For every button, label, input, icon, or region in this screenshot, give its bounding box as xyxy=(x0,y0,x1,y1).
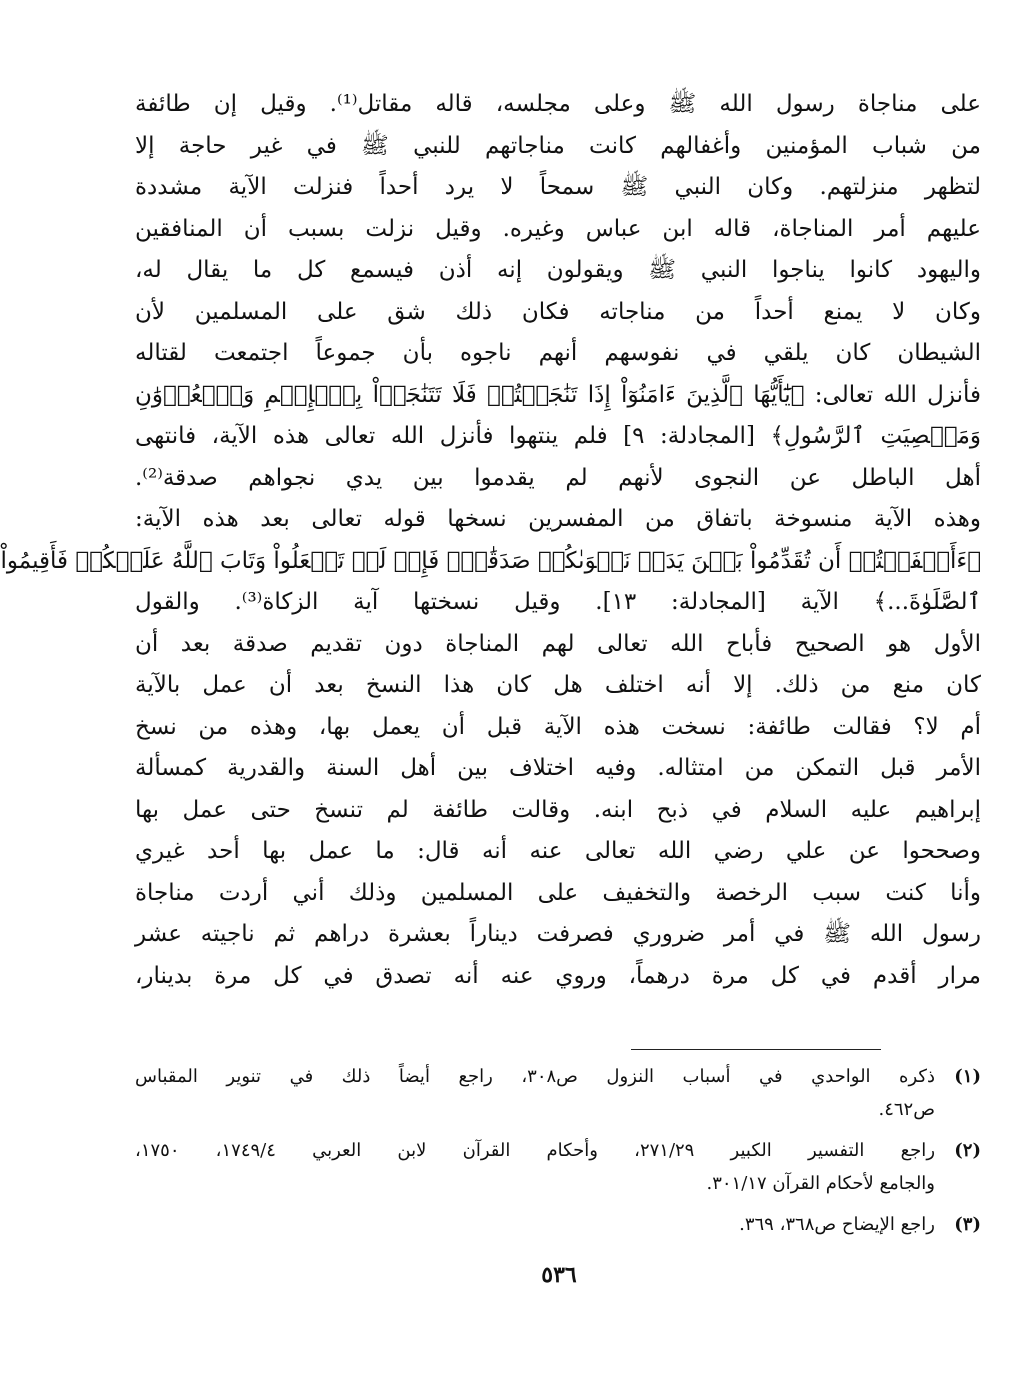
text-line: واليهود كانوا يناجوا النبي ﷺ ويقولون إنه أذن فيسمع كل ما يقال له، xyxy=(135,257,981,283)
footnotes xyxy=(135,1060,981,1249)
main-text xyxy=(0,84,981,997)
footnote-separator xyxy=(631,1049,881,1050)
text-line: رسول الله ﷺ في أمر ضروري فصرفت ديناراً بعشرة دراهم ثم ناجيته عشر xyxy=(135,921,981,947)
text-line: وهذه الآية منسوخة باتفاق من المفسرين نسخها قوله تعالى بعد هذه الآية: xyxy=(135,506,981,532)
text-line: أهل الباطل عن النجوى لأنهم لم يقدموا بين يدي نجواهم صدقة⁽²⁾. xyxy=(135,464,981,491)
footnote-line: ص٤٦٢. xyxy=(878,1099,935,1120)
text-line: الأول هو الصحيح فأباح الله تعالى لهم المناجاة دون تقديم صدقة بعد أن xyxy=(135,630,981,657)
text-line: مرار أقدم في كل مرة درهماً، وروي عنه أنه تصدق في كل مرة بدينار، xyxy=(135,962,981,989)
footnote-line: والجامع لأحكام القرآن ٣٠١/١٧. xyxy=(706,1173,935,1194)
footnote xyxy=(135,1060,981,1126)
text-line: على مناجاة رسول الله ﷺ وعلى مجلسه، قاله مقاتل⁽¹⁾. وقيل إن طائفة xyxy=(135,91,981,117)
text-line: الشيطان كان يلقي في نفوسهم أنهم ناجوه بأن جموعاً اجتمعت لقتاله xyxy=(135,340,981,366)
text-line: وصححوا عن علي رضي الله تعالى عنه أنه قال: ما عمل بها أحد غيري xyxy=(135,838,981,864)
page-number: ٥٣٦ xyxy=(541,1262,577,1288)
text-line: وأنا كنت سبب الرخصة والتخفيف على المسلمين وذلك أني أردت مناجاة xyxy=(135,879,981,906)
footnote xyxy=(135,1134,981,1200)
text-line: فأنزل الله تعالى: ﴿يَٰٓأَيُّهَا ٱلَّذِينَ ءَامَنُوٓاْ إِذَا تَنَٰجَيۡتُمۡ فَلَا تَتَنَٰجَوۡاْ بِٱلۡإِثۡمِ وَٱلۡعُدۡوَٰنِ xyxy=(135,381,981,408)
text-line: الأمر قبل التمكن من امتثاله. وفيه اختلاف بين أهل السنة والقدرية كمسألة xyxy=(135,755,981,781)
text-line: وكان لا يمنع أحداً من مناجاته فكان ذلك شق على المسلمين لأن xyxy=(135,298,981,325)
footnote-line: ذكره الواحدي في أسباب النزول ص٣٠٨، راجع أيضاً ذلك في تنوير المقباس xyxy=(135,1066,935,1087)
text-line: وَمَعۡصِيَتِ ٱلرَّسُولِ﴾ [المجادلة: ٩] فلم ينتهوا فأنزل الله تعالى هذه الآية، فانتهى xyxy=(135,423,981,449)
text-line: ﴿ءَأَشۡفَقۡتُمۡ أَن تُقَدِّمُواْ بَيۡنَ يَدَيۡ نَجۡوَىٰكُمۡ صَدَقَٰتٖۚ فَإِذۡ لَمۡ تَفۡعَلُواْ وَتَابَ ٱللَّهُ عَلَيۡكُمۡ فَأَقِيمُواْ xyxy=(0,547,981,574)
footnote-line: راجع التفسير الكبير ٢٧١/٢٩، وأحكام القرآن لابن العربي ١٧٤٩/٤، ١٧٥٠، xyxy=(135,1140,936,1161)
text-line: إبراهيم عليه السلام في ذبح ابنه. وقالت طائفة لم تنسخ حتى عمل بها xyxy=(135,796,981,823)
text-line: ٱلصَّلَوٰةَ...﴾ الآية [المجادلة: ١٣]. وقيل نسختها آية الزكاة⁽³⁾. والقول xyxy=(135,589,981,615)
footnote xyxy=(135,1208,981,1241)
footnote-number: (٢) xyxy=(954,1140,981,1161)
text-line: كان منع من ذلك. إلا أنه اختلف هل كان هذا النسخ بعد أن عمل بالآية xyxy=(135,672,981,698)
text-line: من شباب المؤمنين وأغفالهم كانت مناجاتهم للنبي ﷺ في غير حاجة إلا xyxy=(135,132,981,159)
footnote-number: (١) xyxy=(954,1066,981,1087)
footnote-line: راجع الإيضاح ص٣٦٨، ٣٦٩. xyxy=(739,1214,935,1235)
text-line: أم لا؟ فقالت طائفة: نسخت هذه الآية قبل أن يعمل بها، وهذه من نسخ xyxy=(135,713,981,740)
footnote-number: (٣) xyxy=(954,1214,981,1235)
text-line: لتظهر منزلتهم. وكان النبي ﷺ سمحاً لا يرد أحداً فنزلت الآية مشددة xyxy=(135,174,981,200)
text-line: عليهم أمر المناجاة، قاله ابن عباس وغيره. وقيل نزلت بسبب أن المنافقين xyxy=(135,215,981,242)
